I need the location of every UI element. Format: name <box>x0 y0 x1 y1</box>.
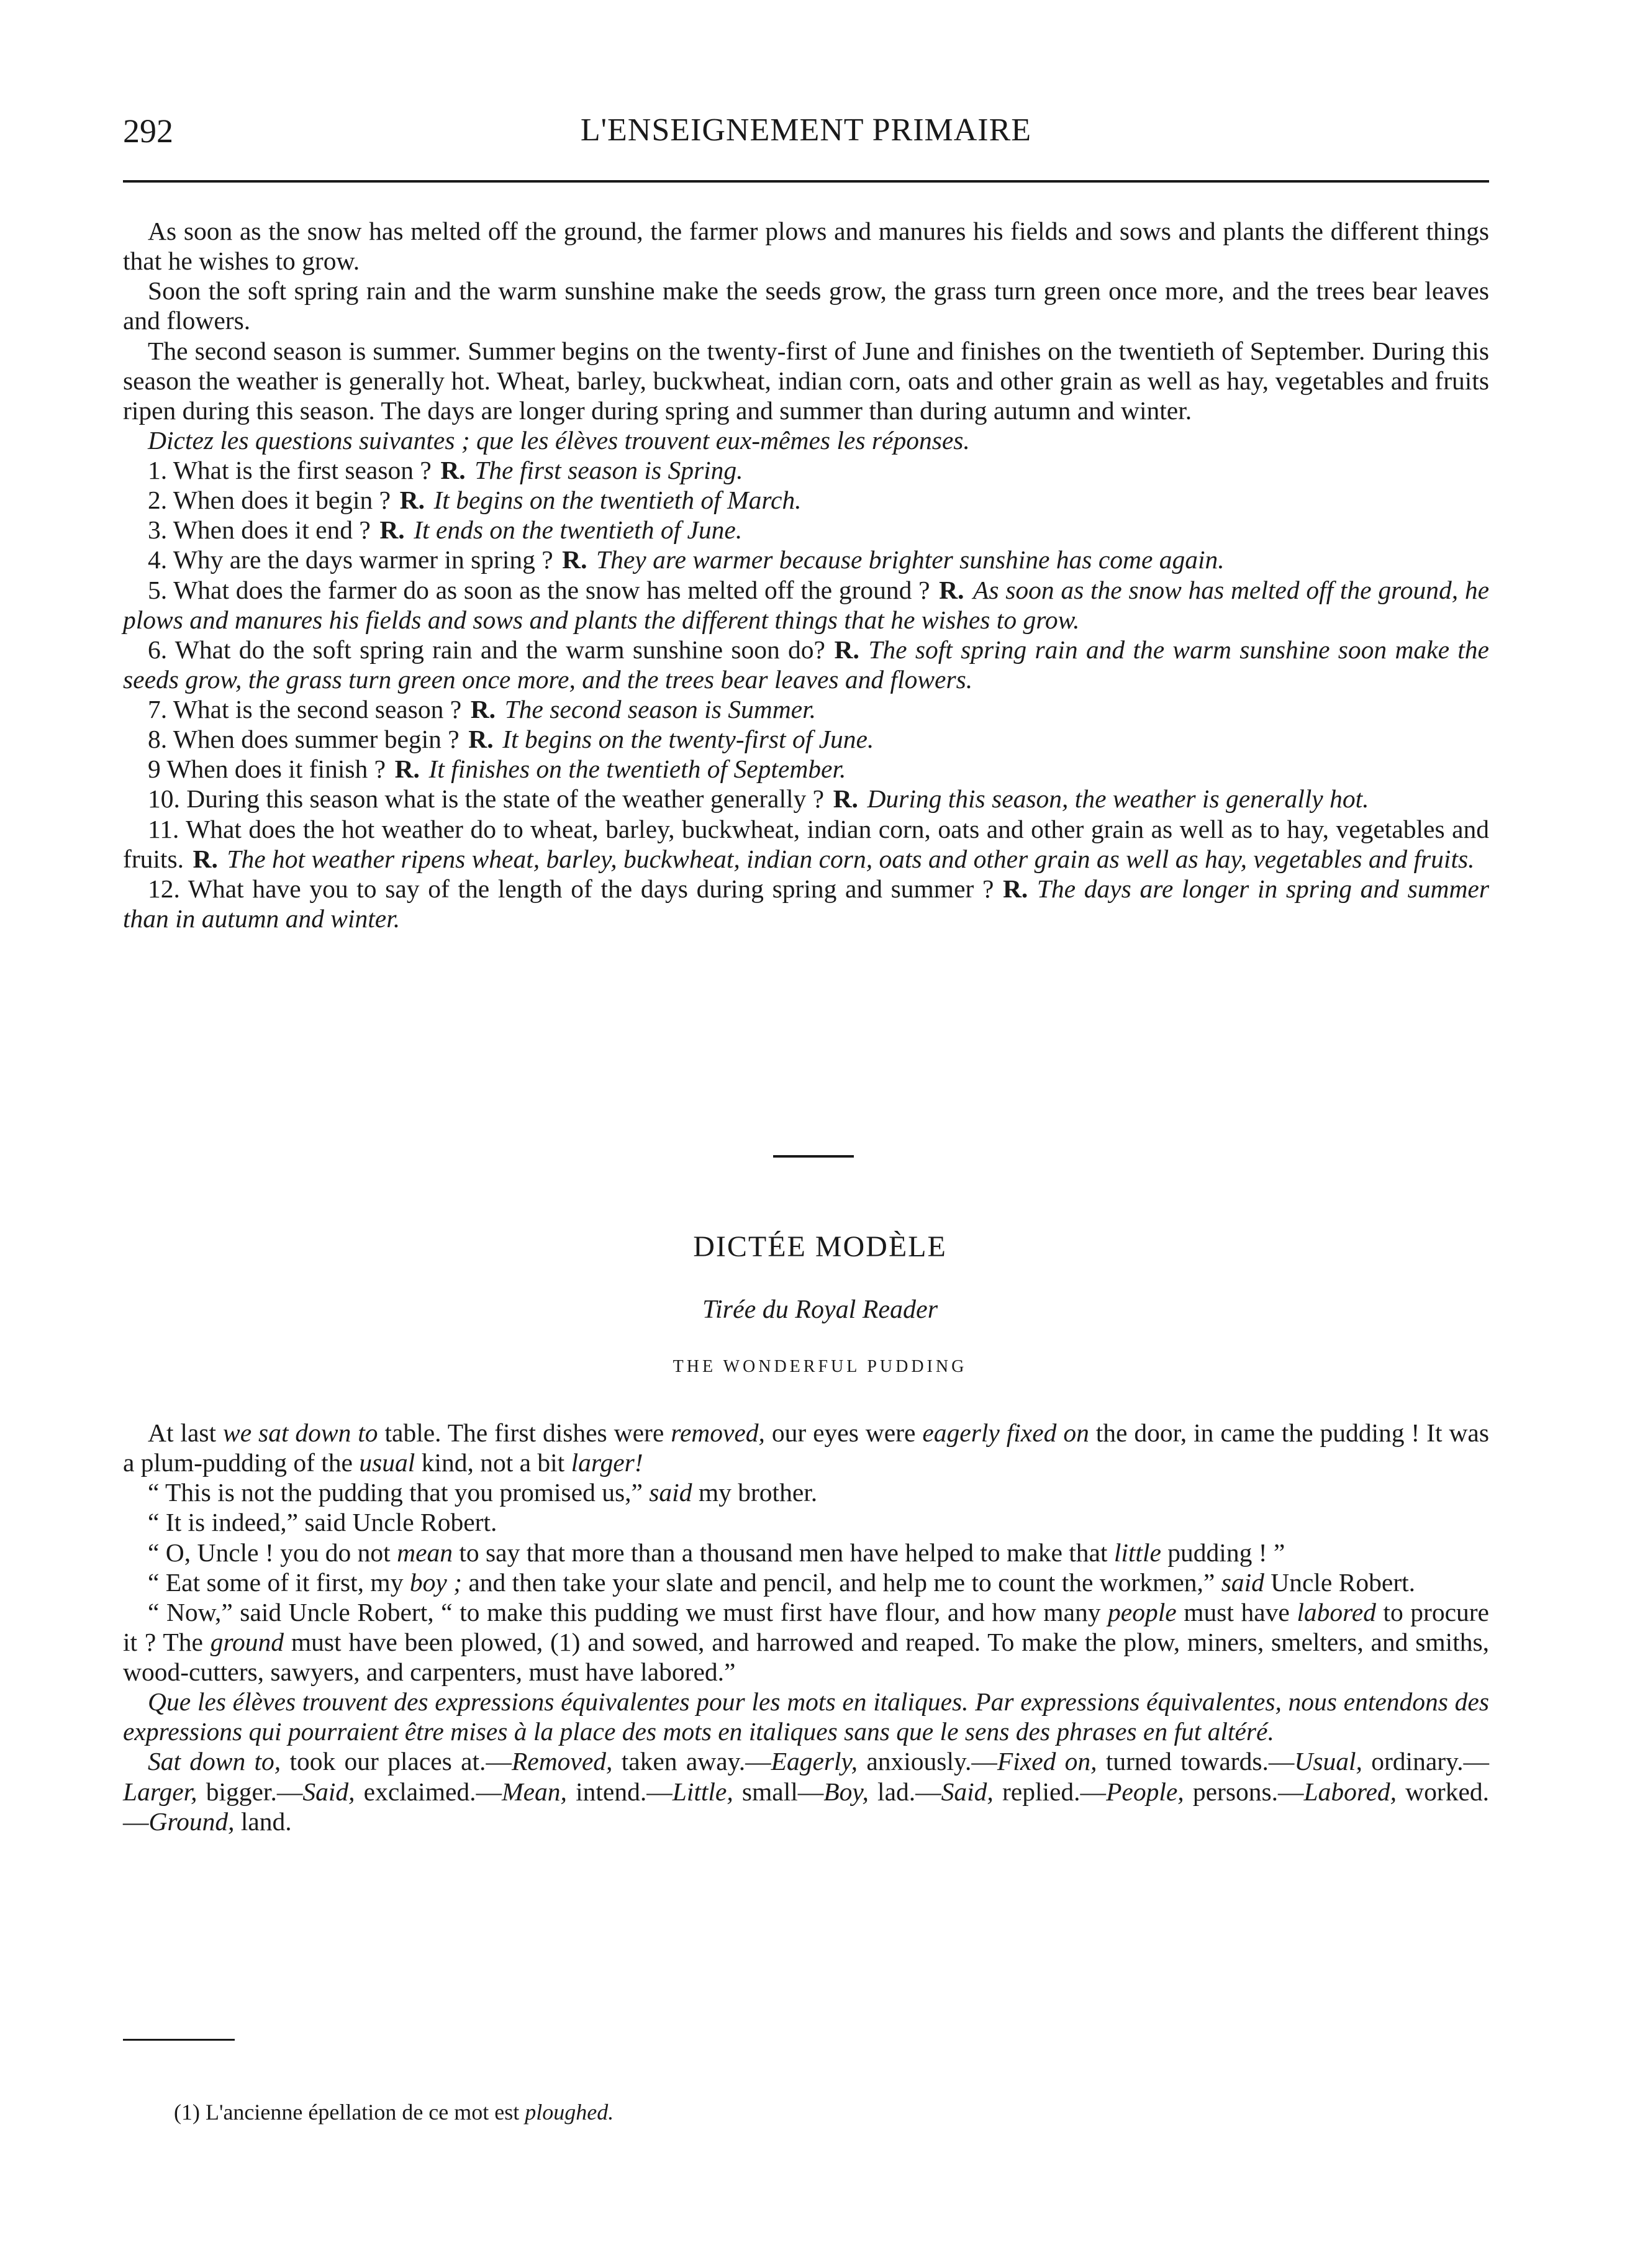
italic-term: Labored, <box>1303 1777 1397 1806</box>
italic-term: Sat down to, <box>148 1747 281 1776</box>
story-text: must have <box>1176 1597 1297 1626</box>
italic-term: Ground, <box>148 1807 235 1836</box>
italic-term: Larger, <box>123 1777 197 1806</box>
question-text: 4. Why are the days warmer in spring ? <box>148 545 553 574</box>
story-paragraph <box>123 1567 1489 1597</box>
question-text: 8. When does summer begin ? <box>148 725 460 754</box>
question-text: 10. During this season what is the state of the weather generally ? <box>148 784 825 814</box>
equivalent-text: turned towards.— <box>1097 1747 1295 1776</box>
italic-term: ground <box>210 1627 284 1656</box>
question-text: 7. What is the second season ? <box>148 695 462 723</box>
story-text: kind, not a bit <box>415 1448 571 1477</box>
section-divider <box>773 1155 854 1158</box>
equivalent-text: replied.— <box>993 1777 1107 1806</box>
equivalent-text: persons.— <box>1184 1777 1304 1806</box>
story-text: “ Eat some of it first, my <box>148 1567 410 1597</box>
answer-marker: R. <box>440 456 466 484</box>
question-item <box>123 545 1489 574</box>
question-text: 1. What is the first season ? <box>148 456 432 484</box>
equivalent-text: ordinary.— <box>1362 1747 1489 1776</box>
question-item <box>123 724 1489 754</box>
question-text: 3. When does it end ? <box>148 515 371 545</box>
story-text: “ Now,” said Uncle Robert, “ to make this pudding we must first have flour, and how many <box>148 1597 1108 1626</box>
italic-term: Said, <box>302 1777 355 1806</box>
equivalent-text: anxiously.— <box>858 1747 997 1776</box>
italic-term: Fixed on, <box>997 1747 1097 1776</box>
answer-text: The days are longer in spring and summer than in autumn and winter. <box>123 874 1489 933</box>
reading-lesson <box>123 216 1489 933</box>
question-item <box>123 575 1489 635</box>
dictation-instruction: Dictez les questions suivantes ; que les élèves trouvent eux-mêmes les réponses. <box>148 425 970 455</box>
answer-marker: R. <box>1002 874 1028 903</box>
question-item <box>123 784 1489 814</box>
story-paragraph <box>123 1477 1489 1507</box>
italic-term: Mean, <box>502 1777 567 1806</box>
italic-term: boy ; <box>409 1567 462 1597</box>
footnote <box>174 2099 1292 2125</box>
story-paragraph <box>123 1597 1489 1687</box>
question-item <box>123 515 1489 545</box>
story-text: “ This is not the pudding that you promised us,” <box>148 1478 650 1507</box>
story-text: Uncle Robert. <box>1264 1567 1416 1597</box>
italic-term: eagerly fixed on <box>922 1418 1089 1447</box>
question-text: 5. What does the farmer do as soon as the snow has melted off the ground ? <box>148 575 930 604</box>
question-item <box>123 694 1489 724</box>
answer-marker: R. <box>833 784 858 814</box>
page-header <box>123 112 1489 161</box>
story-text: “ It is indeed,” said Uncle Robert. <box>148 1508 497 1537</box>
answer-text: It finishes on the twentieth of September. <box>428 755 846 784</box>
story-text: table. The first dishes were <box>378 1418 671 1447</box>
italic-term: Boy, <box>823 1777 869 1806</box>
italic-term: labored <box>1297 1597 1376 1626</box>
footnote-text: (1) L'ancienne épellation de ce mot est <box>174 2100 525 2125</box>
question-text: 11. What does the hot weather do to wheat, barley, buckwheat, indian corn, oats and other grain as well as to hay, vegetables and fruits. <box>123 814 1489 873</box>
answer-marker: R. <box>468 725 494 754</box>
source-line: Tirée du Royal Reader <box>702 1295 938 1324</box>
question-item <box>123 455 1489 485</box>
italic-term: People, <box>1106 1777 1184 1806</box>
story-text: our eyes were <box>764 1418 923 1447</box>
question-text: 9 When does it finish ? <box>148 755 386 784</box>
equivalent-text: took our places at.— <box>281 1747 512 1776</box>
footnote-rule <box>123 2039 235 2041</box>
answer-text: As soon as the snow has melted off the ground, he plows and manures his fields and sows and plants the different things that he wishes to grow. <box>123 575 1490 634</box>
header-rule <box>123 180 1489 183</box>
story-paragraph <box>123 1418 1489 1477</box>
section-title: DICTÉE MODÈLE <box>693 1230 947 1263</box>
italic-term: people <box>1108 1597 1177 1626</box>
italic-term: larger! <box>571 1448 643 1477</box>
italic-term: little <box>1113 1538 1161 1567</box>
answer-text: They are warmer because brighter sunshine has come again. <box>596 545 1225 574</box>
question-item <box>123 874 1489 933</box>
story-text: and then take your slate and pencil, and help me to count the workmen,” <box>461 1567 1221 1597</box>
answer-marker: R. <box>470 695 496 723</box>
answer-text: The hot weather ripens wheat, barley, buckwheat, indian corn, oats and other grain as well as hay, vegetables and fruits. <box>227 844 1475 873</box>
story-text: to procure it ? The <box>123 1597 1489 1656</box>
answer-text: It ends on the twentieth of June. <box>414 515 743 545</box>
equivalent-text: small— <box>733 1777 824 1806</box>
answer-marker: R. <box>394 755 420 784</box>
story-text: must have been plowed, (1) and sowed, and harrowed and reaped. To make the plow, miners, smelters, and smiths, wood-cutters, sawyers, and carpenters, must have labored.” <box>123 1627 1489 1686</box>
italic-term: mean <box>397 1538 453 1567</box>
story-paragraph <box>123 1507 1489 1537</box>
answer-marker: R. <box>834 635 859 664</box>
italic-term: said <box>649 1478 692 1507</box>
dictation-story <box>123 1418 1489 1836</box>
equivalent-text: lad.— <box>868 1777 941 1806</box>
question-item <box>123 485 1489 515</box>
reading-paragraph: The second season is summer. Summer begins on the twenty-first of June and finishes on the twentieth of September. During this season the weather is generally hot. Wheat, barley, buckwheat, indian corn, oats and other grain as well as hay, vegetables and fruits ripen during this season. The days are longer during spring and summer than during autumn and winter. <box>123 336 1489 425</box>
italic-term: we sat down to <box>223 1418 378 1447</box>
answer-text: It begins on the twentieth of March. <box>433 486 802 515</box>
equivalents-answers <box>123 1746 1489 1836</box>
question-text: 2. When does it begin ? <box>148 486 391 515</box>
italic-term: Said, <box>941 1777 994 1806</box>
answer-text: The first season is Spring. <box>474 456 743 484</box>
story-text: At last <box>148 1418 224 1447</box>
answer-text: It begins on the twenty-first of June. <box>502 725 874 754</box>
equivalents-instruction: Que les élèves trouvent des expressions équivalentes pour les mots en italiques. Par expressions équivalentes, nous entendons des expressions qui pourraient être mises à la place des mots en italiques sans que le sens des phrases en fut altéré. <box>123 1687 1489 1746</box>
story-title: THE WONDERFUL PUDDING <box>673 1357 967 1376</box>
answer-marker: R. <box>379 515 405 545</box>
story-text: “ O, Uncle ! you do not <box>148 1538 397 1567</box>
italic-term: removed, <box>671 1418 765 1447</box>
italic-term: usual <box>359 1448 415 1477</box>
italic-term: Little, <box>672 1777 733 1806</box>
answer-text: The soft spring rain and the warm sunshine soon make the seeds grow, the grass turn green once more, and the trees bear leaves and flowers. <box>123 635 1489 694</box>
story-text: pudding ! ” <box>1161 1538 1285 1567</box>
question-text: 6. What do the soft spring rain and the warm sunshine soon do? <box>148 635 825 664</box>
answer-marker: R. <box>562 545 587 574</box>
question-text: 12. What have you to say of the length of the days during spring and summer ? <box>148 874 994 903</box>
story-paragraph <box>123 1538 1489 1567</box>
equivalent-text: intend.— <box>566 1777 673 1806</box>
question-item <box>123 635 1489 694</box>
answer-marker: R. <box>193 844 218 873</box>
question-item <box>123 814 1489 874</box>
answer-marker: R. <box>939 575 964 604</box>
story-text: my brother. <box>692 1478 818 1507</box>
reading-paragraph: As soon as the snow has melted off the ground, the farmer plows and manures his fields and sows and plants the different things that he wishes to grow. <box>123 217 1489 276</box>
answer-text: During this season, the weather is generally hot. <box>867 784 1369 814</box>
answer-marker: R. <box>399 486 425 515</box>
story-text: to say that more than a thousand men have helped to make that <box>452 1538 1114 1567</box>
running-title: L'ENSEIGNEMENT PRIMAIRE <box>580 112 1032 148</box>
italic-term: Eagerly, <box>771 1747 858 1776</box>
answer-text: The second season is Summer. <box>504 695 817 723</box>
italic-term: said <box>1221 1567 1264 1597</box>
italic-term: Removed, <box>511 1747 613 1776</box>
question-item <box>123 754 1489 784</box>
equivalent-text: bigger.— <box>197 1777 303 1806</box>
equivalent-text: exclaimed.— <box>355 1777 502 1806</box>
equivalent-text: worked.— <box>123 1777 1489 1836</box>
page-number: 292 <box>123 112 173 150</box>
story-text: the door, in came the pudding ! It was a plum-pudding of the <box>123 1418 1489 1477</box>
reading-paragraph: Soon the soft spring rain and the warm sunshine make the seeds grow, the grass turn green once more, and the trees bear leaves and flowers. <box>123 276 1489 335</box>
italic-term: Usual, <box>1294 1747 1362 1776</box>
equivalent-text: taken away.— <box>612 1747 771 1776</box>
footnote-word: ploughed. <box>525 2100 614 2125</box>
equivalent-text: land. <box>234 1807 292 1836</box>
